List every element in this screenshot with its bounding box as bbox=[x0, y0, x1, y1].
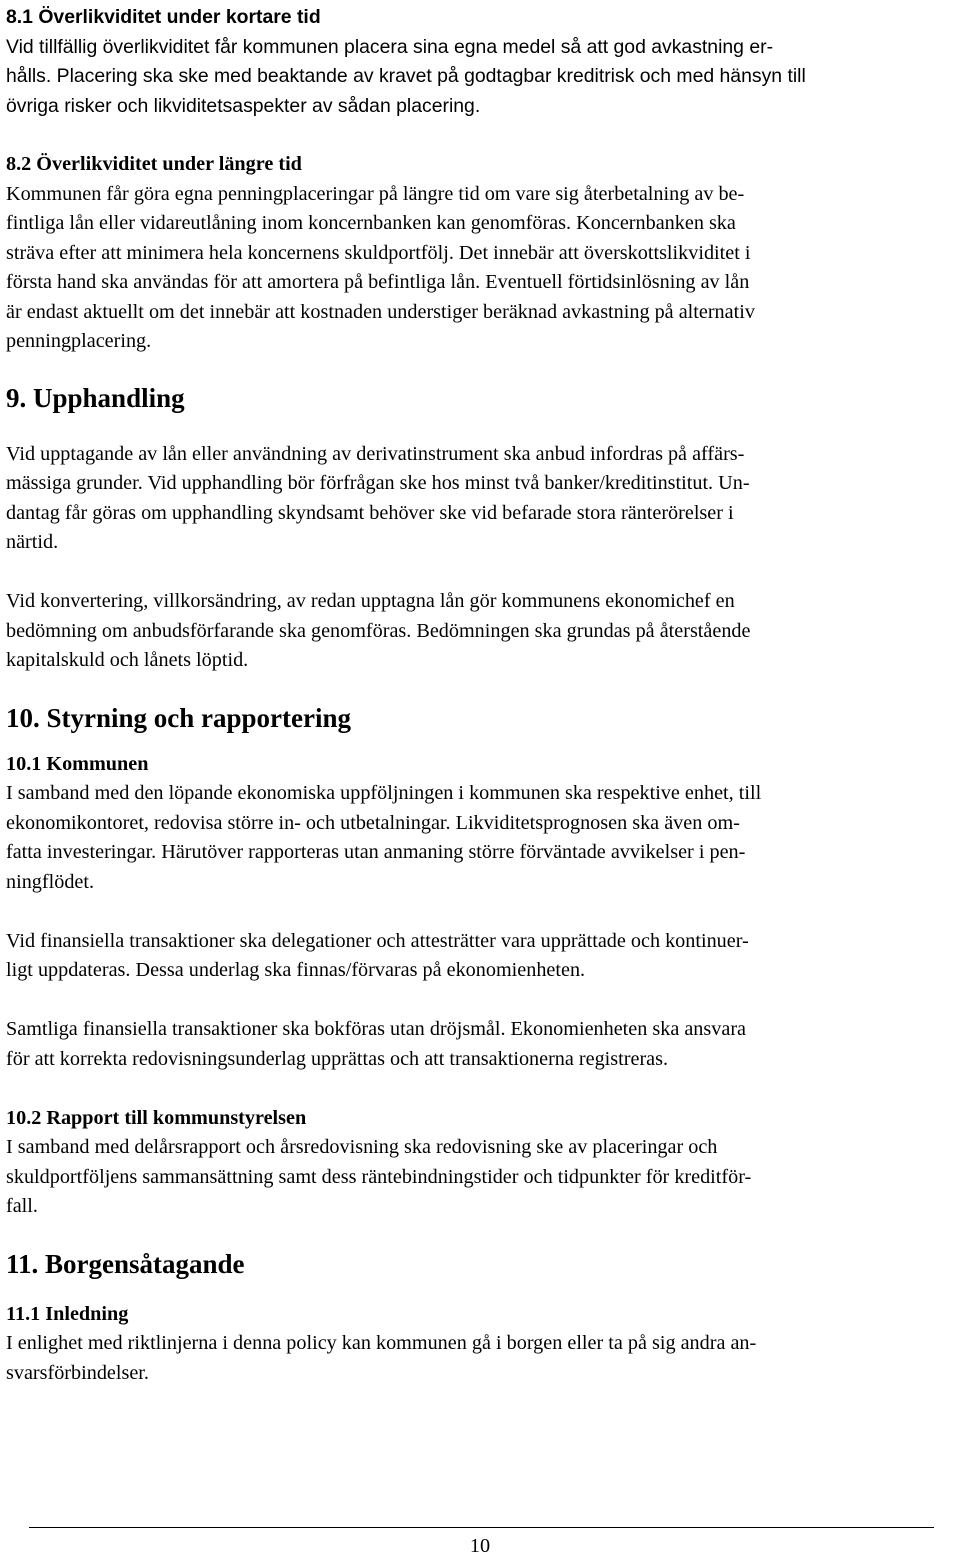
text-line: Vid finansiella transaktioner ska delegationer och attesträtter vara upprättade och kontinuer- bbox=[6, 929, 749, 952]
section-11 bbox=[6, 1248, 958, 1389]
section-10-1-paragraph-2 bbox=[6, 927, 958, 986]
section-9-paragraph-2 bbox=[6, 587, 958, 676]
text-line: penningplacering. bbox=[6, 330, 152, 352]
text-line: fintliga lån eller vidareutlåning inom koncernbanken kan genomföras. Koncernbanken ska bbox=[6, 212, 736, 234]
text-line: första hand ska användas för att amortera på befintliga lån. Eventuell förtidsinlösning av lån bbox=[6, 271, 750, 293]
section-10-2-heading: 10.2 Rapport till kommunstyrelsen bbox=[6, 1106, 307, 1129]
text-line: dantag får göras om upphandling skyndsamt behöver ske vid befarade stora ränterörelser i bbox=[6, 501, 734, 524]
text-line: bedömning om anbudsförfarande ska genomföras. Bedömningen ska grundas på återstående bbox=[6, 619, 751, 642]
text-line: övriga risker och likviditetsaspekter av sådan placering. bbox=[6, 94, 481, 117]
section-10 bbox=[6, 702, 958, 1222]
text-line: kapitalskuld och lånets löptid. bbox=[6, 649, 249, 671]
text-line: fatta investeringar. Härutöver rapporteras utan anmaning större förväntade avvikelser i pen- bbox=[6, 841, 746, 863]
text-line: sträva efter att minimera hela koncernens skuldportfölj. Det innebär att överskottslikviditet i bbox=[6, 241, 751, 264]
section-10-1-paragraph-3 bbox=[6, 1015, 958, 1074]
section-8-2-text bbox=[6, 180, 958, 357]
section-8-1-text bbox=[6, 33, 958, 122]
section-11-1 bbox=[6, 1300, 958, 1389]
section-11-1-heading: 11.1 Inledning bbox=[6, 1302, 129, 1325]
section-9-heading: 9. Upphandling bbox=[6, 382, 185, 413]
text-line: Vid konvertering, villkorsändring, av redan upptagna lån gör kommunens ekonomichef en bbox=[6, 590, 735, 612]
text-line: mässiga grunder. Vid upphandling bör förfrågan ske hos minst två banker/kreditinstitut. Un- bbox=[6, 472, 750, 494]
section-8-1 bbox=[6, 3, 958, 121]
text-line: ligt uppdateras. Dessa underlag ska finnas/förvaras på ekonomienheten. bbox=[6, 959, 586, 981]
text-line: hålls. Placering ska ske med beaktande av kravet på godtagbar kreditrisk och med hänsyn till bbox=[6, 65, 806, 87]
text-line: Samtliga finansiella transaktioner ska bokföras utan dröjsmål. Ekonomienheten ska ansvara bbox=[6, 1018, 746, 1040]
text-line: ekonomikontoret, redovisa större in- och utbetalningar. Likviditetsprognosen ska även om- bbox=[6, 811, 740, 834]
section-9-paragraph-1 bbox=[6, 440, 958, 558]
section-10-heading: 10. Styrning och rapportering bbox=[6, 702, 352, 733]
text-line: skuldportföljens sammansättning samt dess räntebindningstider och tidpunkter för kreditför- bbox=[6, 1165, 752, 1188]
section-8-2-heading: 8.2 Överlikviditet under längre tid bbox=[6, 153, 302, 175]
section-11-heading: 11. Borgensåtagande bbox=[6, 1248, 245, 1279]
section-8-1-heading: 8.1 Överlikviditet under kortare tid bbox=[6, 6, 321, 28]
text-line: fall. bbox=[6, 1195, 38, 1217]
text-line: Vid upptagande av lån eller användning av derivatinstrument ska anbud infordras på affärs- bbox=[6, 442, 745, 465]
text-line: I enlighet med riktlinjerna i denna policy kan kommunen gå i borgen eller ta på sig andra an- bbox=[6, 1332, 757, 1354]
text-line: svarsförbindelser. bbox=[6, 1361, 149, 1384]
text-line: Vid tillfällig överlikviditet får kommunen placera sina egna medel så att god avkastning er- bbox=[6, 35, 774, 58]
document-page bbox=[6, 3, 958, 1388]
text-line: I samband med den löpande ekonomiska uppföljningen i kommunen ska respektive enhet, till bbox=[6, 782, 762, 804]
section-11-1-text bbox=[6, 1329, 958, 1388]
text-line: ningflödet. bbox=[6, 870, 95, 893]
section-8-2 bbox=[6, 150, 958, 357]
section-10-1-heading: 10.1 Kommunen bbox=[6, 752, 149, 775]
section-10-1 bbox=[6, 750, 958, 1075]
section-9 bbox=[6, 382, 958, 676]
text-line: för att korrekta redovisningsunderlag upprättas och att transaktionerna registreras. bbox=[6, 1047, 669, 1070]
text-line: I samband med delårsrapport och årsredovisning ska redovisning ske av placeringar och bbox=[6, 1136, 718, 1158]
footer-divider bbox=[29, 1527, 934, 1528]
section-10-2 bbox=[6, 1104, 958, 1222]
page-number: 10 bbox=[469, 1535, 491, 1557]
section-10-1-paragraph-1 bbox=[6, 779, 958, 897]
text-line: är endast aktuellt om det innebär att kostnaden understiger beräknad avkastning på alternativ bbox=[6, 300, 755, 323]
text-line: närtid. bbox=[6, 531, 59, 553]
section-10-2-text bbox=[6, 1133, 958, 1222]
text-line: Kommunen får göra egna penningplaceringar på längre tid om vare sig återbetalning av be- bbox=[6, 182, 745, 205]
